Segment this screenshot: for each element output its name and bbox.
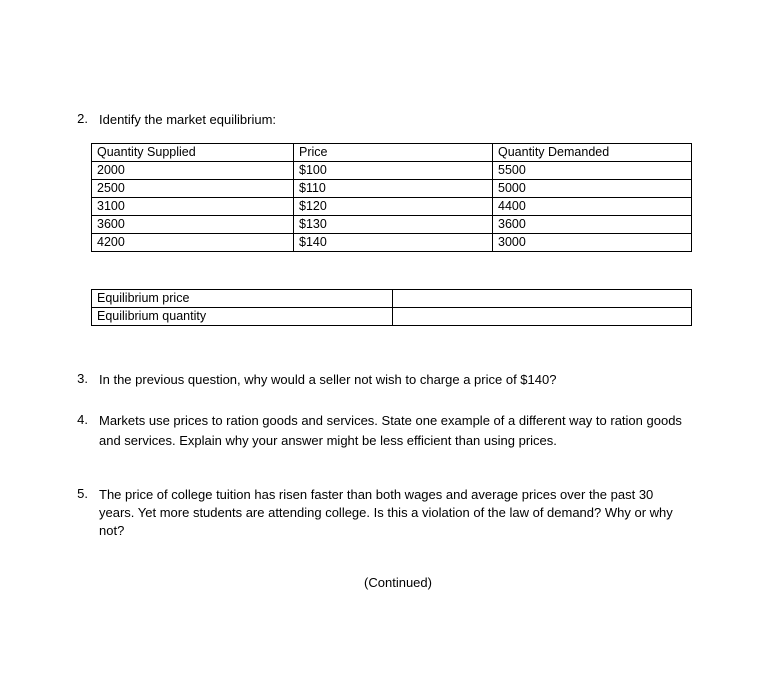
equilibrium-quantity-label: Equilibrium quantity [92,308,393,326]
table-row [92,180,692,198]
question-5-number: 5. [77,486,88,501]
table-row [92,162,692,180]
header-price: Price [294,144,493,162]
table-row [92,308,692,326]
cell-quantity-supplied: 3600 [92,216,294,234]
equilibrium-answer-table [91,289,692,326]
question-4-number: 4. [77,412,88,427]
question-4-line-1: Markets use prices to ration goods and services. State one example of a different way to ration goods [99,413,682,428]
cell-quantity-supplied: 2500 [92,180,294,198]
question-3-text: In the previous question, why would a seller not wish to charge a price of $140? [99,372,557,387]
equilibrium-price-label: Equilibrium price [92,290,393,308]
table-header-row [92,144,692,162]
header-quantity-supplied: Quantity Supplied [92,144,294,162]
cell-price: $110 [294,180,493,198]
cell-quantity-demanded: 3000 [493,234,692,252]
cell-price: $140 [294,234,493,252]
cell-quantity-demanded: 5000 [493,180,692,198]
cell-quantity-demanded: 3600 [493,216,692,234]
question-5-line-1: The price of college tuition has risen faster than both wages and average prices over the past 30 [99,487,654,502]
cell-quantity-demanded: 5500 [493,162,692,180]
question-4-line-2: and services. Explain why your answer might be less efficient than using prices. [99,433,557,448]
table-row [92,290,692,308]
continued-label: (Continued) [364,575,432,590]
cell-quantity-supplied: 4200 [92,234,294,252]
table-row [92,198,692,216]
question-2-text: Identify the market equilibrium: [99,112,277,127]
cell-price: $120 [294,198,493,216]
question-5-line-3: not? [99,523,125,538]
header-quantity-demanded: Quantity Demanded [493,144,692,162]
cell-price: $100 [294,162,493,180]
cell-quantity-supplied: 2000 [92,162,294,180]
question-5-line-2: years. Yet more students are attending college. Is this a violation of the law of demand? Why or why [99,505,673,520]
question-3-number: 3. [77,371,88,386]
table-row [92,234,692,252]
market-data-table [91,143,692,252]
cell-quantity-demanded: 4400 [493,198,692,216]
equilibrium-quantity-answer-cell[interactable] [393,308,692,326]
cell-quantity-supplied: 3100 [92,198,294,216]
question-2-number: 2. [77,111,88,126]
table-row [92,216,692,234]
cell-price: $130 [294,216,493,234]
equilibrium-price-answer-cell[interactable] [393,290,692,308]
